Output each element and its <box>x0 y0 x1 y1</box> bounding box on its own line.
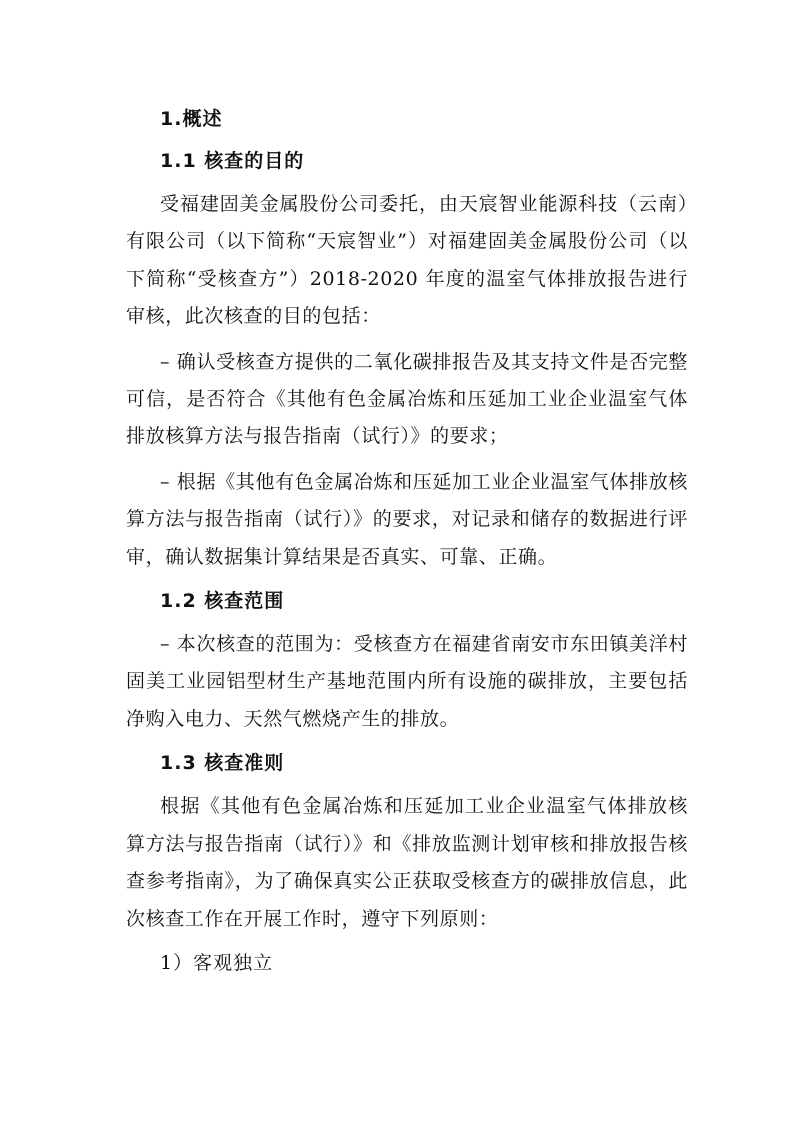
purpose-bullet-2: – 根据《其他有色金属冶炼和压延加工业企业温室气体排放核算方法与报告指南（试行）》的要求，对记录和储存的数据进行评审，确认数据集计算结果是否真实、可靠、正确。 <box>126 470 688 568</box>
section-heading-criteria: 1.3 核查准则 <box>160 752 285 775</box>
section-heading-scope: 1.2 核查范围 <box>160 590 285 613</box>
criteria-item-1: 1）客观独立 <box>160 951 274 974</box>
scope-paragraph: – 本次核查的范围为：受核查方在福建省南安市东田镇美洋村固美工业园铝型材生产基地范围内所有设施的碳排放，主要包括净购入电力、天然气燃烧产生的排放。 <box>126 633 688 730</box>
section-heading-overview: 1.概述 <box>160 108 223 130</box>
section-heading-purpose: 1.1 核查的目的 <box>160 150 305 172</box>
criteria-paragraph: 根据《其他有色金属冶炼和压延加工业企业温室气体排放核算方法与报告指南（试行）》和《排放监测计划审核和排放报告核查参考指南》，为了确保真实公正获取受核查方的碳排放信息，此次核查工作在开展工作时，遵守下列原则： <box>126 795 688 930</box>
purpose-paragraph: 受福建固美金属股份公司委托，由天宸智业能源科技（云南）有限公司（以下简称“天宸智业”）对福建固美金属股份公司（以下简称“受核查方”）2018-2020 年度的温室气体排放报告进行审核，此次核查的目的包括： <box>126 193 688 328</box>
document-body <box>126 102 688 980</box>
purpose-bullet-1: – 确认受核查方提供的二氧化碳排报告及其支持文件是否完整可信，是否符合《其他有色金属冶炼和压延加工业企业温室气体排放核算方法与报告指南（试行）》的要求； <box>126 350 688 448</box>
